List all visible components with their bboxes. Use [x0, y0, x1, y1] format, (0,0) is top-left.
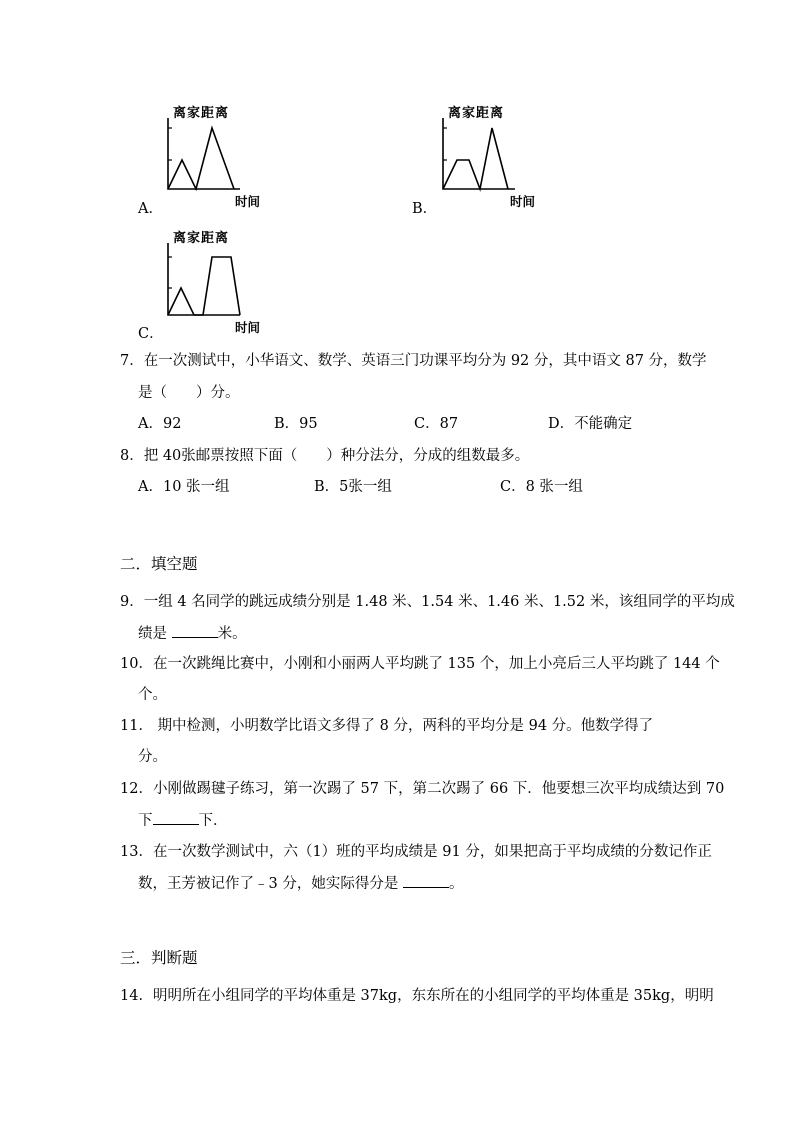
graph-b-xlabel: 时间	[510, 194, 536, 209]
q7-line2: 是（ ）分。	[138, 385, 240, 401]
q7-choice-a: A．92	[138, 416, 182, 432]
q9-line2-pre: 绩是	[138, 626, 172, 642]
q12-line1: 12．小刚做踢毽子练习，第一次踢了 57 下，第二次踢了 66 下．他要想三次平均成绩达到 70	[120, 781, 725, 797]
q8-line1: 8．把 40张邮票按照下面（ ）种分法分，分成的组数最多。	[120, 448, 530, 464]
q13-line2-post: 。	[448, 876, 464, 892]
q8-choice-a: A．10 张一组	[138, 479, 230, 495]
q12-answer-blank[interactable]	[153, 810, 199, 825]
q13-line2-pre: 数，王芳被记作了﹣3 分，她实际得分是	[138, 876, 403, 892]
q8-choice-c: C．8 张一组	[500, 479, 583, 495]
q12-line2-pre: 下	[138, 813, 153, 829]
q13-line1: 13．在一次数学测试中，六（1）班的平均成绩是 91 分，如果把高于平均成绩的分数记作正	[120, 844, 712, 860]
section-true-false-title: 三．判断题	[120, 949, 198, 967]
option-a-label: A．	[138, 201, 163, 217]
section-fill-in-title: 二．填空题	[120, 555, 198, 573]
q7-choice-b: B．95	[274, 416, 318, 432]
option-b-label: B．	[412, 201, 438, 217]
q11-line1: 11． 期中检测，小明数学比语文多得了 8 分，两科的平均分是 94 分。他数学得了	[120, 718, 654, 734]
graph-a-ylabel: 离家距离	[173, 106, 230, 121]
q12-line2-post: 下．	[198, 813, 228, 829]
q12-line2	[138, 810, 228, 831]
q7-choice-d: D．不能确定	[548, 416, 633, 432]
q7-choice-c: C．87	[414, 416, 459, 432]
q10-line2: 个。	[138, 687, 167, 703]
q14-line1: 14．明明所在小组同学的平均体重是 37kg，东东所在的小组同学的平均体重是 35kg，明明	[120, 988, 714, 1004]
graph-a-xlabel: 时间	[235, 194, 261, 209]
graph-c-xlabel: 时间	[235, 320, 261, 335]
option-c-label: C．	[138, 326, 164, 342]
q11-line2: 分。	[138, 749, 167, 765]
q10-line1: 10．在一次跳绳比赛中，小刚和小丽两人平均跳了 135 个，加上小亮后三人平均跳了 144 个	[120, 656, 720, 672]
q9-line2-post: 米。	[217, 626, 247, 642]
q9-line2	[138, 623, 247, 644]
q13-answer-blank[interactable]	[403, 873, 449, 888]
q9-answer-blank[interactable]	[172, 623, 218, 638]
graph-c-ylabel: 离家距离	[173, 231, 230, 246]
q13-line2	[138, 873, 463, 894]
q8-choice-b: B．5张一组	[314, 479, 392, 495]
q7-line1: 7．在一次测试中，小华语文、数学、英语三门功课平均分为 92 分，其中语文 87 分，数学	[120, 353, 707, 369]
q9-line1: 9．一组 4 名同学的跳远成绩分别是 1.48 米、1.54 米、1.46 米、1.52 米，该组同学的平均成	[120, 594, 735, 610]
graph-b-ylabel: 离家距离	[448, 106, 505, 121]
